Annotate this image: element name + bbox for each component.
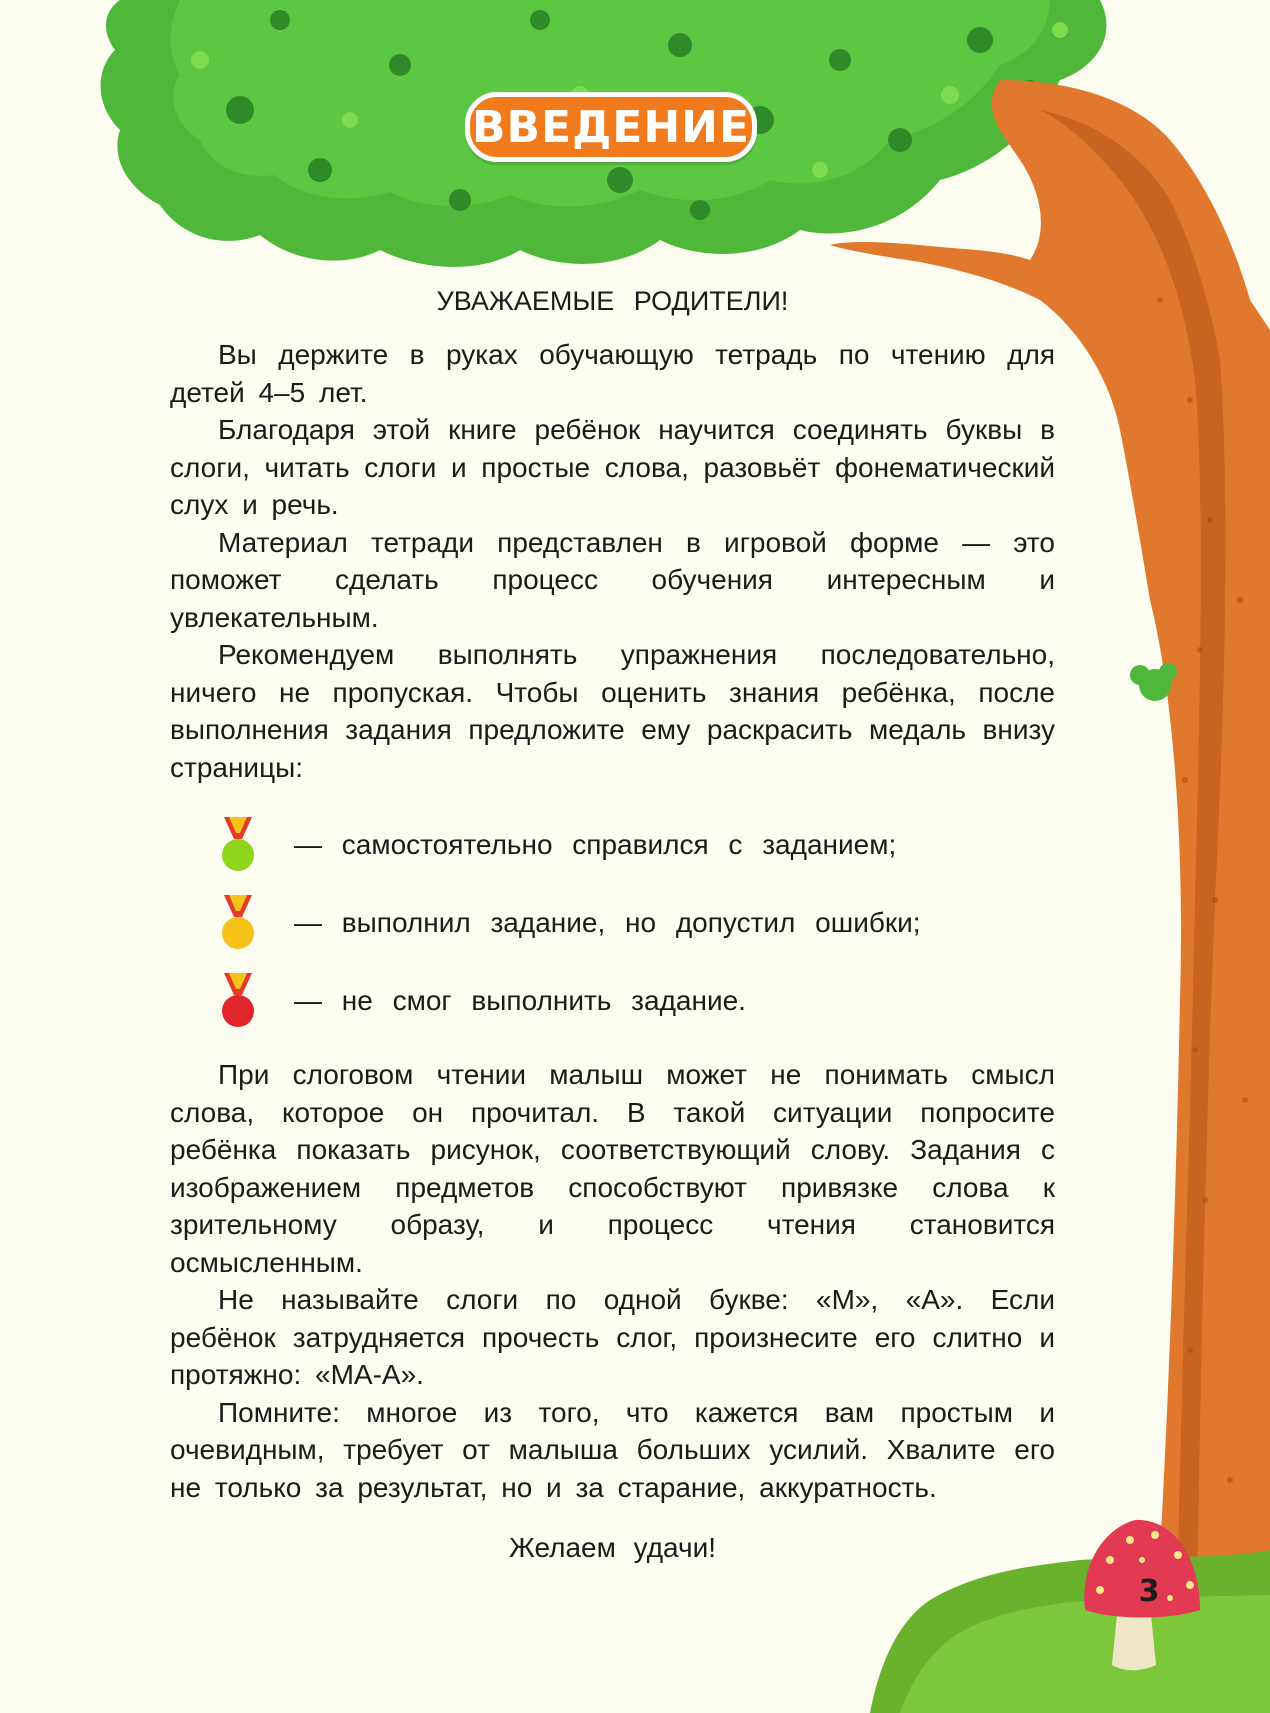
paragraph: Материал тетради представлен в игровой форме — это поможет сделать процесс обучения интересным и увлекательным. xyxy=(170,526,1055,633)
paragraph: Благодаря этой книге ребёнок научится соединять буквы в слоги, читать слоги и простые слова, разовьёт фонематический слух и речь. xyxy=(170,414,1055,520)
medal-legend-item xyxy=(220,893,921,953)
yellow-medal-icon xyxy=(220,895,256,951)
page-title xyxy=(465,92,757,162)
grass xyxy=(870,1550,1270,1713)
medal-legend-text: — не смог выполнить задание. xyxy=(294,985,746,1016)
page-number: 3 xyxy=(1138,1574,1160,1609)
closing-wish: Желаем удачи! xyxy=(508,1532,717,1563)
greeting-heading: УВАЖАЕМЫЕ РОДИТЕЛИ! xyxy=(436,286,789,316)
paragraph: При слоговом чтении малыш может не понимать смысл слова, которое он прочитал. В такой ситуации попросите ребёнка показать рисунок, соответствующий слову. Задания с изображением предметов способствуют привязке слова к зрительному образу, и процесс чтения становится осмысленным. xyxy=(170,1059,1055,1278)
intro-text xyxy=(170,336,1055,786)
green-medal-icon xyxy=(220,817,256,873)
paragraph: Не называйте слоги по одной букве: «М», «А». Если ребёнок затрудняется прочесть слог, произнесите его слитно и протяжно: «МА-А». xyxy=(170,1284,1055,1390)
paragraph: Помните: многое из того, что кажется вам простым и очевидным, требует от малыша больших усилий. Хвалите его не только за результат, но и за старание, аккуратность. xyxy=(170,1396,1055,1503)
paragraph: Рекомендуем выполнять упражнения последовательно, ничего не пропуская. Чтобы оценить знания ребёнка, после выполнения задания предложите ему раскрасить медаль внизу страницы: xyxy=(170,639,1055,783)
medal-legend-item xyxy=(220,971,746,1031)
paragraph: Вы держите в руках обучающую тетрадь по чтению для детей 4–5 лет. xyxy=(170,339,1055,408)
page-title-text: ВВЕДЕНИЕ xyxy=(471,101,751,153)
advice-text xyxy=(170,1056,1055,1506)
medal-legend-text: — выполнил задание, но допустил ошибки; xyxy=(294,907,921,938)
red-medal-icon xyxy=(220,973,256,1029)
medal-legend-text: — самостоятельно справился с заданием; xyxy=(294,829,897,860)
medal-legend-item xyxy=(220,815,896,875)
